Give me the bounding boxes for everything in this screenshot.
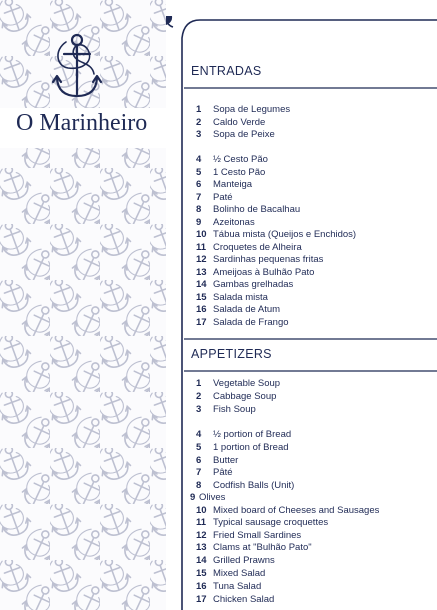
item-number: 17 <box>196 594 207 605</box>
item-name: Mixed board of Cheeses and Sausages <box>213 504 380 516</box>
item-name: Chicken Salad <box>213 594 275 605</box>
item-name: Caldo Verde <box>213 116 266 128</box>
item-number: 3 <box>196 129 202 140</box>
item-number: 6 <box>196 179 202 190</box>
item-name: Croquetes de Alheira <box>213 241 302 253</box>
item-number: 9 <box>196 216 202 228</box>
item-name: Clams at "Bulhão Pato" <box>213 542 312 553</box>
menu-item <box>196 278 293 291</box>
item-name: Sardinhas pequenas fritas <box>213 254 324 265</box>
menu-item <box>196 266 314 279</box>
item-name: Vegetable Soup <box>213 378 281 389</box>
item-number: 4 <box>196 429 202 440</box>
item-name: Paté <box>213 191 233 203</box>
item-number: 9 <box>190 492 196 503</box>
item-number: 1 <box>196 378 202 389</box>
menu-item <box>196 479 294 492</box>
item-name: Salada de Atum <box>213 304 281 315</box>
menu-item <box>196 241 302 254</box>
item-number: 14 <box>196 279 207 290</box>
menu-item <box>196 504 379 517</box>
item-name: Gambas grelhadas <box>213 279 294 290</box>
item-number: 15 <box>196 291 207 303</box>
item-name: Codfish Balls (Unit) <box>213 479 295 491</box>
menu-item <box>196 316 289 329</box>
item-name: Azeitonas <box>213 216 255 228</box>
item-number: 12 <box>196 254 207 265</box>
menu-item <box>196 541 312 554</box>
menu-item <box>196 191 233 204</box>
item-name: Butter <box>213 454 239 466</box>
item-number: 10 <box>196 504 207 516</box>
item-number: 13 <box>196 266 207 278</box>
item-number: 8 <box>196 204 202 215</box>
item-name: ½ portion of Bread <box>213 429 292 440</box>
item-name: 1 portion of Bread <box>213 442 289 453</box>
item-name: Olives <box>199 492 226 503</box>
menu-item <box>196 153 268 166</box>
restaurant-name: O Marinheiro <box>16 110 148 136</box>
menu-item <box>196 203 300 216</box>
item-number: 1 <box>196 104 202 115</box>
item-name: Grilled Prawns <box>213 555 275 566</box>
menu-item <box>196 441 289 454</box>
item-name: Manteiga <box>213 179 253 190</box>
item-number: 16 <box>196 581 207 592</box>
menu-item <box>196 377 280 390</box>
item-name: Typical sausage croquettes <box>213 517 329 528</box>
item-name: Cabbage Soup <box>213 391 277 402</box>
menu-item <box>196 291 268 304</box>
menu-item <box>196 303 280 316</box>
menu-item <box>196 128 275 141</box>
menu-item <box>196 567 265 580</box>
item-name: Bolinho de Bacalhau <box>213 204 301 215</box>
item-number: 7 <box>196 191 202 203</box>
menu-item <box>196 403 256 416</box>
item-name: 1 Cesto Pão <box>213 166 266 178</box>
item-number: 14 <box>196 555 207 566</box>
section-title-appetizers: APPETIZERS <box>191 347 272 361</box>
menu-item <box>196 103 290 116</box>
item-number: 11 <box>196 517 207 528</box>
menu-item <box>196 253 323 266</box>
item-name: ½ Cesto Pão <box>213 154 268 165</box>
item-name: Tuna Salad <box>213 581 262 592</box>
item-number: 13 <box>196 542 207 553</box>
item-name: Sopa de Peixe <box>213 129 275 140</box>
item-number: 11 <box>196 241 207 253</box>
menu-item <box>196 390 276 403</box>
section-title-entradas: ENTRADAS <box>191 64 262 78</box>
item-name: Fried Small Sardines <box>213 529 302 541</box>
menu-item <box>196 166 265 179</box>
menu-item <box>196 529 301 542</box>
menu-item <box>196 466 233 479</box>
item-number: 3 <box>196 404 202 415</box>
item-number: 7 <box>196 467 202 478</box>
item-number: 4 <box>196 154 202 165</box>
item-name: Ameijoas à Bulhão Pato <box>213 266 315 278</box>
menu-item <box>196 580 261 593</box>
menu-item <box>190 491 225 504</box>
item-name: Salada mista <box>213 291 268 303</box>
item-number: 17 <box>196 316 207 328</box>
item-name: Sopa de Legumes <box>213 104 291 115</box>
item-number: 6 <box>196 454 202 466</box>
item-number: 2 <box>196 116 202 128</box>
menu-item <box>196 554 275 567</box>
item-number: 15 <box>196 568 207 579</box>
anchor-logo-icon <box>48 32 106 104</box>
menu-item <box>196 178 252 191</box>
item-number: 8 <box>196 479 202 491</box>
item-number: 12 <box>196 529 207 541</box>
item-number: 5 <box>196 442 202 453</box>
item-number: 5 <box>196 166 202 178</box>
menu-item <box>196 228 356 241</box>
menu-item <box>196 116 265 129</box>
menu-item <box>196 428 291 441</box>
menu-item <box>196 454 238 467</box>
menu-item <box>196 593 274 606</box>
item-name: Fish Soup <box>213 404 256 415</box>
item-name: Salada de Frango <box>213 316 289 328</box>
menu-item <box>196 516 328 529</box>
item-number: 2 <box>196 391 202 402</box>
item-number: 10 <box>196 229 207 240</box>
item-name: Tábua mista (Queijos e Enchidos) <box>213 229 357 240</box>
item-name: Mixed Salad <box>213 568 266 579</box>
item-number: 16 <box>196 304 207 315</box>
item-name: Pâté <box>213 467 233 478</box>
menu-item <box>196 216 255 229</box>
